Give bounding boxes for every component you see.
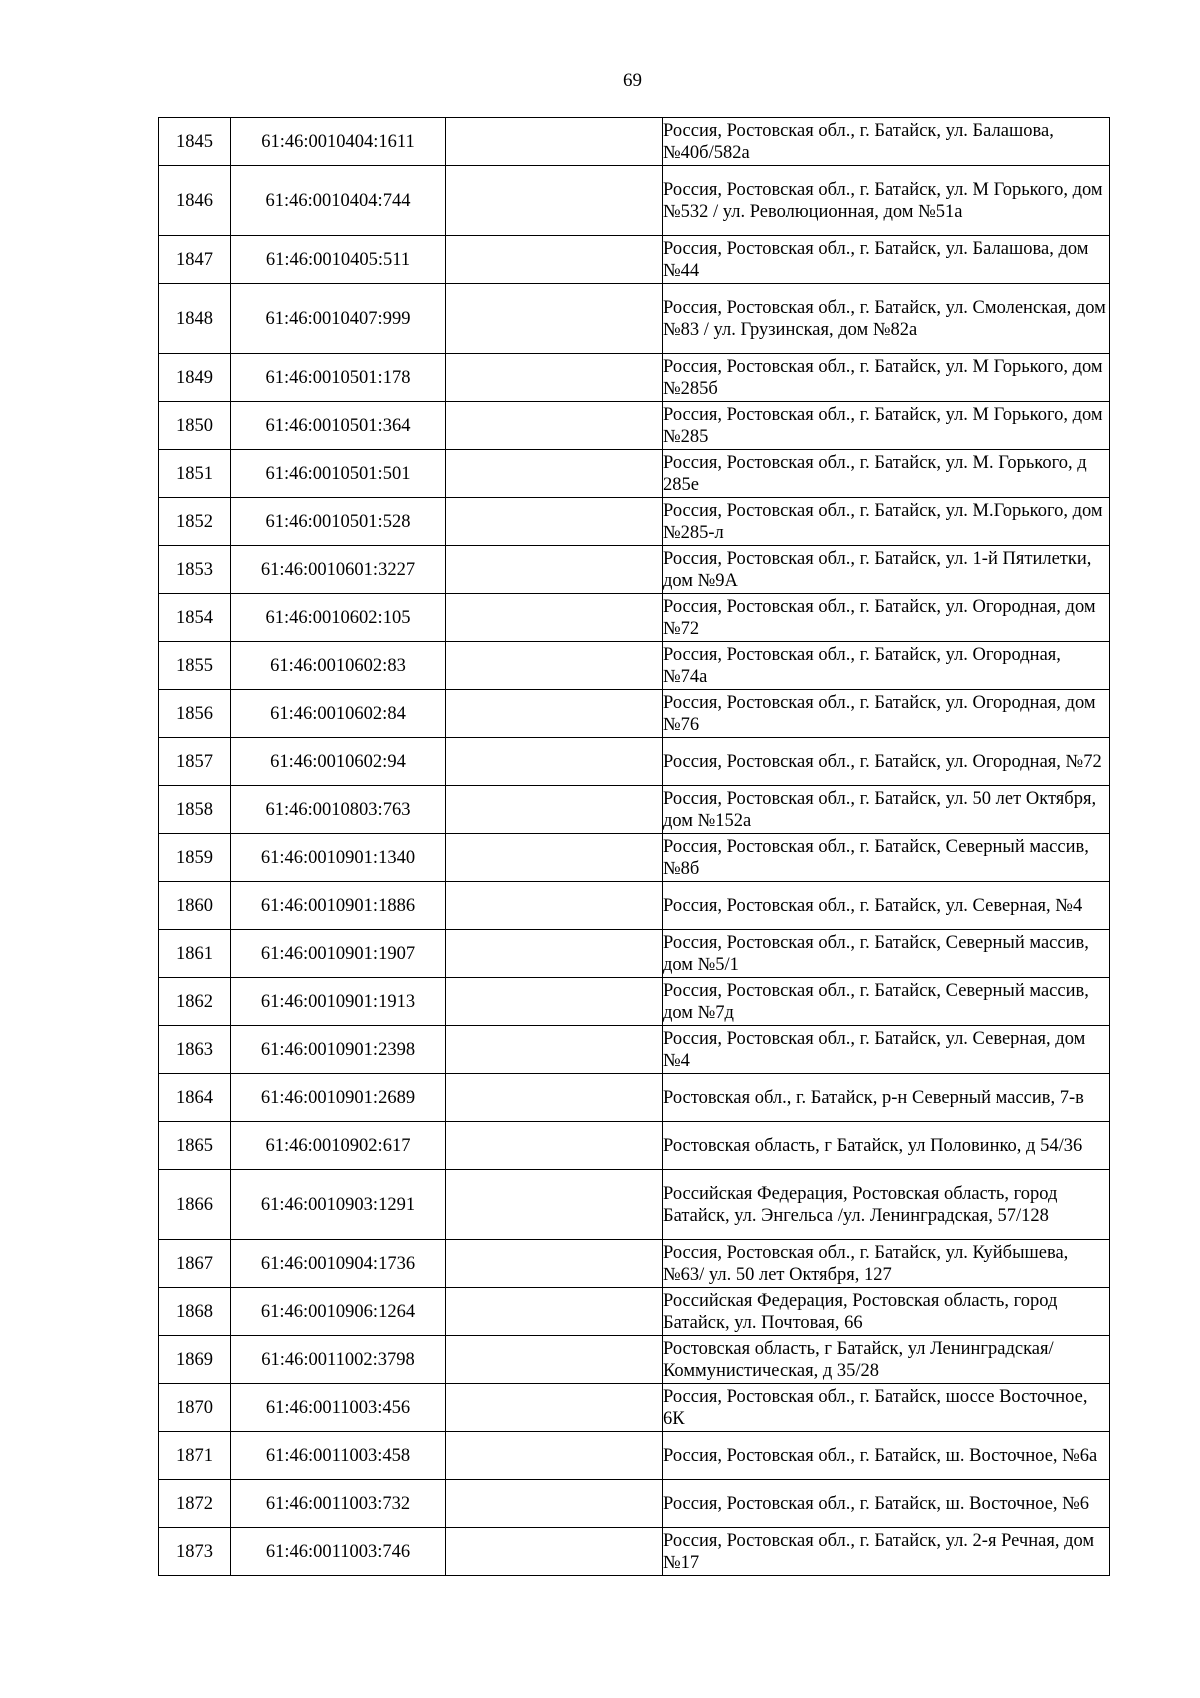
address-cell: Россия, Ростовская обл., г. Батайск, ул. Балашова, №40б/582а (663, 118, 1110, 166)
empty-cell (446, 1288, 663, 1336)
address-cell: Ростовская область, г Батайск, ул Половинко, д 54/36 (663, 1122, 1110, 1170)
table-row (159, 284, 1110, 354)
table-row (159, 402, 1110, 450)
cadastral-number-cell: 61:46:0010904:1736 (231, 1240, 446, 1288)
cadastral-number-cell: 61:46:0010901:2689 (231, 1074, 446, 1122)
address-cell: Российская Федерация, Ростовская область, город Батайск, ул. Энгельса /ул. Ленинградская, 57/128 (663, 1170, 1110, 1240)
cadastral-number-cell: 61:46:0010404:1611 (231, 118, 446, 166)
table-row (159, 834, 1110, 882)
table-row (159, 1384, 1110, 1432)
cadastral-number-cell: 61:46:0010906:1264 (231, 1288, 446, 1336)
address-cell: Россия, Ростовская обл., г. Батайск, Северный массив, №8б (663, 834, 1110, 882)
table-row (159, 166, 1110, 236)
row-number-cell: 1846 (159, 166, 231, 236)
empty-cell (446, 690, 663, 738)
table-row (159, 1074, 1110, 1122)
row-number-cell: 1862 (159, 978, 231, 1026)
row-number-cell: 1856 (159, 690, 231, 738)
empty-cell (446, 882, 663, 930)
empty-cell (446, 1336, 663, 1384)
table-row (159, 354, 1110, 402)
table-row (159, 1432, 1110, 1480)
address-cell: Россия, Ростовская обл., г. Батайск, ул. Северная, №4 (663, 882, 1110, 930)
empty-cell (446, 1432, 663, 1480)
cadastral-number-cell: 61:46:0010602:84 (231, 690, 446, 738)
empty-cell (446, 354, 663, 402)
address-cell: Россия, Ростовская обл., г. Батайск, ул. М.Горького, дом №285-л (663, 498, 1110, 546)
address-cell: Россия, Ростовская обл., г. Батайск, ул. Северная, дом №4 (663, 1026, 1110, 1074)
cadastral-number-cell: 61:46:0010407:999 (231, 284, 446, 354)
address-cell: Россия, Ростовская обл., г. Батайск, ул. 50 лет Октября, дом №152а (663, 786, 1110, 834)
cadastral-number-cell: 61:46:0010901:1340 (231, 834, 446, 882)
address-cell: Россия, Ростовская обл., г. Батайск, Северный массив, дом №7д (663, 978, 1110, 1026)
address-cell: Россия, Ростовская обл., г. Батайск, ул. М Горького, дом №285б (663, 354, 1110, 402)
address-cell: Ростовская обл., г. Батайск, р-н Северный массив, 7-в (663, 1074, 1110, 1122)
row-number-cell: 1855 (159, 642, 231, 690)
row-number-cell: 1871 (159, 1432, 231, 1480)
table-row (159, 236, 1110, 284)
address-cell: Россия, Ростовская обл., г. Батайск, ул. Огородная, дом №76 (663, 690, 1110, 738)
table-row (159, 1336, 1110, 1384)
empty-cell (446, 284, 663, 354)
row-number-cell: 1873 (159, 1528, 231, 1576)
cadastral-number-cell: 61:46:0010803:763 (231, 786, 446, 834)
row-number-cell: 1848 (159, 284, 231, 354)
table-row (159, 1288, 1110, 1336)
empty-cell (446, 1384, 663, 1432)
cadastral-number-cell: 61:46:0010602:105 (231, 594, 446, 642)
row-number-cell: 1867 (159, 1240, 231, 1288)
row-number-cell: 1849 (159, 354, 231, 402)
table-row (159, 1170, 1110, 1240)
table-row (159, 786, 1110, 834)
row-number-cell: 1850 (159, 402, 231, 450)
cadastral-number-cell: 61:46:0010901:1886 (231, 882, 446, 930)
table-row (159, 882, 1110, 930)
table-row (159, 1240, 1110, 1288)
address-cell: Россия, Ростовская обл., г. Батайск, ш. Восточное, №6 (663, 1480, 1110, 1528)
row-number-cell: 1860 (159, 882, 231, 930)
page-number: 69 (623, 70, 642, 91)
address-cell: Россия, Ростовская обл., г. Батайск, ул. Балашова, дом №44 (663, 236, 1110, 284)
cadastral-number-cell: 61:46:0010902:617 (231, 1122, 446, 1170)
row-number-cell: 1845 (159, 118, 231, 166)
row-number-cell: 1864 (159, 1074, 231, 1122)
empty-cell (446, 930, 663, 978)
cadastral-number-cell: 61:46:0010901:1907 (231, 930, 446, 978)
empty-cell (446, 166, 663, 236)
row-number-cell: 1868 (159, 1288, 231, 1336)
address-cell: Россия, Ростовская обл., г. Батайск, ул. Огородная, №72 (663, 738, 1110, 786)
address-cell: Российская Федерация, Ростовская область, город Батайск, ул. Почтовая, 66 (663, 1288, 1110, 1336)
cadastral-number-cell: 61:46:0010602:94 (231, 738, 446, 786)
cadastral-number-cell: 61:46:0011003:458 (231, 1432, 446, 1480)
row-number-cell: 1847 (159, 236, 231, 284)
address-cell: Россия, Ростовская обл., г. Батайск, шоссе Восточное, 6К (663, 1384, 1110, 1432)
row-number-cell: 1869 (159, 1336, 231, 1384)
row-number-cell: 1851 (159, 450, 231, 498)
address-cell: Россия, Ростовская обл., г. Батайск, ул. 1-й Пятилетки, дом №9А (663, 546, 1110, 594)
empty-cell (446, 450, 663, 498)
row-number-cell: 1853 (159, 546, 231, 594)
cadastral-number-cell: 61:46:0011003:746 (231, 1528, 446, 1576)
row-number-cell: 1857 (159, 738, 231, 786)
empty-cell (446, 1122, 663, 1170)
empty-cell (446, 978, 663, 1026)
empty-cell (446, 1240, 663, 1288)
empty-cell (446, 1528, 663, 1576)
table-row (159, 738, 1110, 786)
table-row (159, 1528, 1110, 1576)
empty-cell (446, 1026, 663, 1074)
table-row (159, 546, 1110, 594)
cadastral-number-cell: 61:46:0010901:2398 (231, 1026, 446, 1074)
registry-table-body (159, 118, 1110, 1576)
table-row (159, 594, 1110, 642)
address-cell: Россия, Ростовская обл., г. Батайск, Северный массив, дом №5/1 (663, 930, 1110, 978)
empty-cell (446, 1480, 663, 1528)
table-row (159, 642, 1110, 690)
table-row (159, 1480, 1110, 1528)
empty-cell (446, 642, 663, 690)
table-row (159, 690, 1110, 738)
row-number-cell: 1872 (159, 1480, 231, 1528)
address-cell: Россия, Ростовская обл., г. Батайск, ул. М Горького, дом №285 (663, 402, 1110, 450)
address-cell: Россия, Ростовская обл., г. Батайск, ш. Восточное, №6а (663, 1432, 1110, 1480)
cadastral-number-cell: 61:46:0010405:511 (231, 236, 446, 284)
address-cell: Россия, Ростовская обл., г. Батайск, ул. Огородная, дом №72 (663, 594, 1110, 642)
cadastral-number-cell: 61:46:0010903:1291 (231, 1170, 446, 1240)
cadastral-number-cell: 61:46:0010602:83 (231, 642, 446, 690)
empty-cell (446, 546, 663, 594)
empty-cell (446, 738, 663, 786)
cadastral-number-cell: 61:46:0010901:1913 (231, 978, 446, 1026)
cadastral-number-cell: 61:46:0010601:3227 (231, 546, 446, 594)
row-number-cell: 1863 (159, 1026, 231, 1074)
cadastral-number-cell: 61:46:0010501:501 (231, 450, 446, 498)
cadastral-number-cell: 61:46:0011002:3798 (231, 1336, 446, 1384)
row-number-cell: 1852 (159, 498, 231, 546)
row-number-cell: 1861 (159, 930, 231, 978)
empty-cell (446, 786, 663, 834)
row-number-cell: 1866 (159, 1170, 231, 1240)
empty-cell (446, 834, 663, 882)
empty-cell (446, 1074, 663, 1122)
empty-cell (446, 402, 663, 450)
cadastral-number-cell: 61:46:0010501:528 (231, 498, 446, 546)
address-cell: Россия, Ростовская обл., г. Батайск, ул. 2-я Речная, дом №17 (663, 1528, 1110, 1576)
table-row (159, 450, 1110, 498)
address-cell: Россия, Ростовская обл., г. Батайск, ул. М Горького, дом №532 / ул. Революционная, дом №51а (663, 166, 1110, 236)
address-cell: Россия, Ростовская обл., г. Батайск, ул. Куйбышева, №63/ ул. 50 лет Октября, 127 (663, 1240, 1110, 1288)
cadastral-number-cell: 61:46:0011003:732 (231, 1480, 446, 1528)
address-cell: Ростовская область, г Батайск, ул Ленинградская/Коммунистическая, д 35/28 (663, 1336, 1110, 1384)
empty-cell (446, 498, 663, 546)
cadastral-number-cell: 61:46:0010501:178 (231, 354, 446, 402)
table-row (159, 1026, 1110, 1074)
row-number-cell: 1870 (159, 1384, 231, 1432)
table-row (159, 978, 1110, 1026)
table-row (159, 498, 1110, 546)
table-row (159, 118, 1110, 166)
row-number-cell: 1858 (159, 786, 231, 834)
address-cell: Россия, Ростовская обл., г. Батайск, ул. Огородная, №74а (663, 642, 1110, 690)
cadastral-number-cell: 61:46:0010404:744 (231, 166, 446, 236)
table-row (159, 1122, 1110, 1170)
registry-table (158, 117, 1110, 1576)
address-cell: Россия, Ростовская обл., г. Батайск, ул. Смоленская, дом №83 / ул. Грузинская, дом №82а (663, 284, 1110, 354)
empty-cell (446, 236, 663, 284)
address-cell: Россия, Ростовская обл., г. Батайск, ул. М. Горького, д 285е (663, 450, 1110, 498)
row-number-cell: 1865 (159, 1122, 231, 1170)
empty-cell (446, 594, 663, 642)
empty-cell (446, 1170, 663, 1240)
empty-cell (446, 118, 663, 166)
table-row (159, 930, 1110, 978)
cadastral-number-cell: 61:46:0010501:364 (231, 402, 446, 450)
row-number-cell: 1859 (159, 834, 231, 882)
cadastral-number-cell: 61:46:0011003:456 (231, 1384, 446, 1432)
row-number-cell: 1854 (159, 594, 231, 642)
